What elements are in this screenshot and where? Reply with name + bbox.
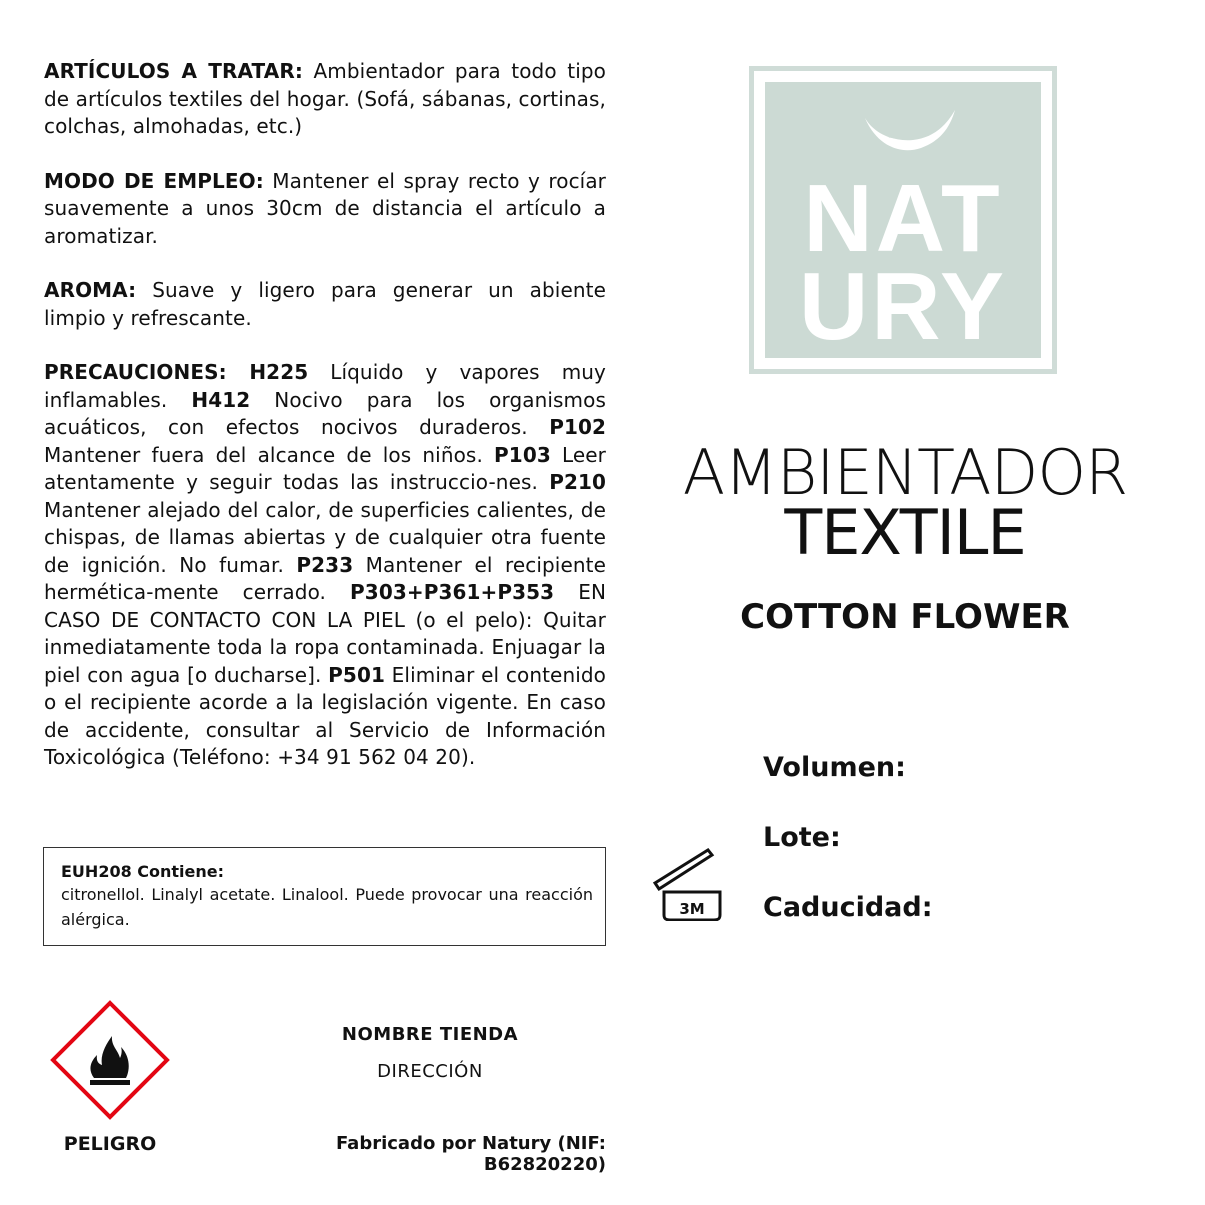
euh208-title: EUH208 Contiene: bbox=[61, 862, 225, 881]
p103-text: Leer atentamente y seguir todas las instruccio-nes. bbox=[44, 442, 607, 494]
pao-label: 3M bbox=[679, 900, 705, 918]
manufacturer-line: Fabricado por Natury (NIF: B62820220) bbox=[335, 1133, 606, 1175]
precauciones-paragraph bbox=[44, 359, 606, 772]
modo-label: MODO DE EMPLEO: bbox=[44, 168, 264, 193]
p501-code: P501 bbox=[328, 662, 385, 687]
h225-code: H225 bbox=[226, 360, 309, 384]
natury-logo bbox=[749, 66, 1057, 374]
p303-text: EN CASO DE CONTACTO CON LA PIEL (o el pelo): Quitar inmediatamente toda la ropa contaminada. Enjuagar la piel con agua [o ducharse]. bbox=[44, 580, 606, 687]
p102-text: Mantener fuera del alcance de los niños. bbox=[44, 442, 495, 467]
euh208-text: citronellol. Linalyl acetate. Linalool. Puede provocar una reacción alérgica. bbox=[61, 885, 593, 929]
instructions-column bbox=[44, 58, 606, 799]
product-title-line-2: TEXTILE bbox=[784, 496, 1026, 569]
aroma-label: AROMA: bbox=[44, 278, 137, 302]
articulos-paragraph bbox=[44, 58, 606, 141]
p102-code: P102 bbox=[549, 415, 606, 439]
store-address: DIRECCIÓN bbox=[377, 1061, 483, 1082]
store-name: NOMBRE TIENDA bbox=[341, 1024, 519, 1045]
peligro-label: PELIGRO bbox=[63, 1133, 157, 1155]
open-jar-icon bbox=[650, 847, 724, 921]
p233-text: Mantener el recipiente hermética-mente cerrado. bbox=[44, 552, 606, 604]
aroma-paragraph bbox=[44, 277, 606, 332]
p103-code: P103 bbox=[494, 442, 551, 467]
caducidad-field: Caducidad: bbox=[763, 892, 933, 923]
flame-ghs-icon bbox=[50, 1000, 170, 1120]
p303-code: P303+P361+P353 bbox=[350, 580, 555, 604]
aroma-text: Suave y ligero para generar un abiente limpio y refrescante. bbox=[44, 278, 606, 330]
articulos-text: Ambientador para todo tipo de artículos textiles del hogar. (Sofá, sábanas, cortinas, colchas, almohadas, etc.) bbox=[44, 59, 606, 138]
p210-text: Mantener alejado del calor, de superficies calientes, de chispas, de llamas abiertas y de cualquier otra fuente de ignición. No fumar. bbox=[44, 497, 606, 577]
p501-text: Eliminar el contenido o el recipiente acorde a la legislación vigente. En caso de accidente, consultar al Servicio de Información Toxicológica (Teléfono: +34 91 562 04 20). bbox=[44, 662, 607, 769]
leaf-icon bbox=[861, 106, 961, 156]
product-title-line-1: AMBIENTADOR bbox=[682, 436, 1128, 509]
h225-text: Líquido y vapores muy inflamables. bbox=[44, 360, 606, 412]
precauciones-label: PRECAUCIONES: bbox=[44, 360, 227, 384]
logo-line-2: URY bbox=[798, 253, 1008, 360]
modo-paragraph bbox=[44, 168, 606, 251]
h412-code: H412 bbox=[191, 387, 251, 412]
aroma-name: COTTON FLOWER bbox=[740, 597, 1070, 637]
lote-field: Lote: bbox=[763, 822, 841, 853]
p210-code: P210 bbox=[549, 470, 606, 494]
p233-code: P233 bbox=[296, 552, 354, 577]
euh208-box bbox=[43, 847, 606, 946]
h412-text: Nocivo para los organismos acuáticos, con efectos nocivos duraderos. bbox=[44, 387, 606, 439]
modo-text: Mantener el spray recto y rocíar suavemente a unos 30cm de distancia el artículo a aromatizar. bbox=[44, 168, 607, 248]
volumen-field: Volumen: bbox=[763, 752, 906, 783]
articulos-label: ARTÍCULOS A TRATAR: bbox=[44, 59, 303, 83]
logo-line-1: NAT bbox=[803, 165, 1003, 272]
logo-background bbox=[765, 82, 1041, 358]
